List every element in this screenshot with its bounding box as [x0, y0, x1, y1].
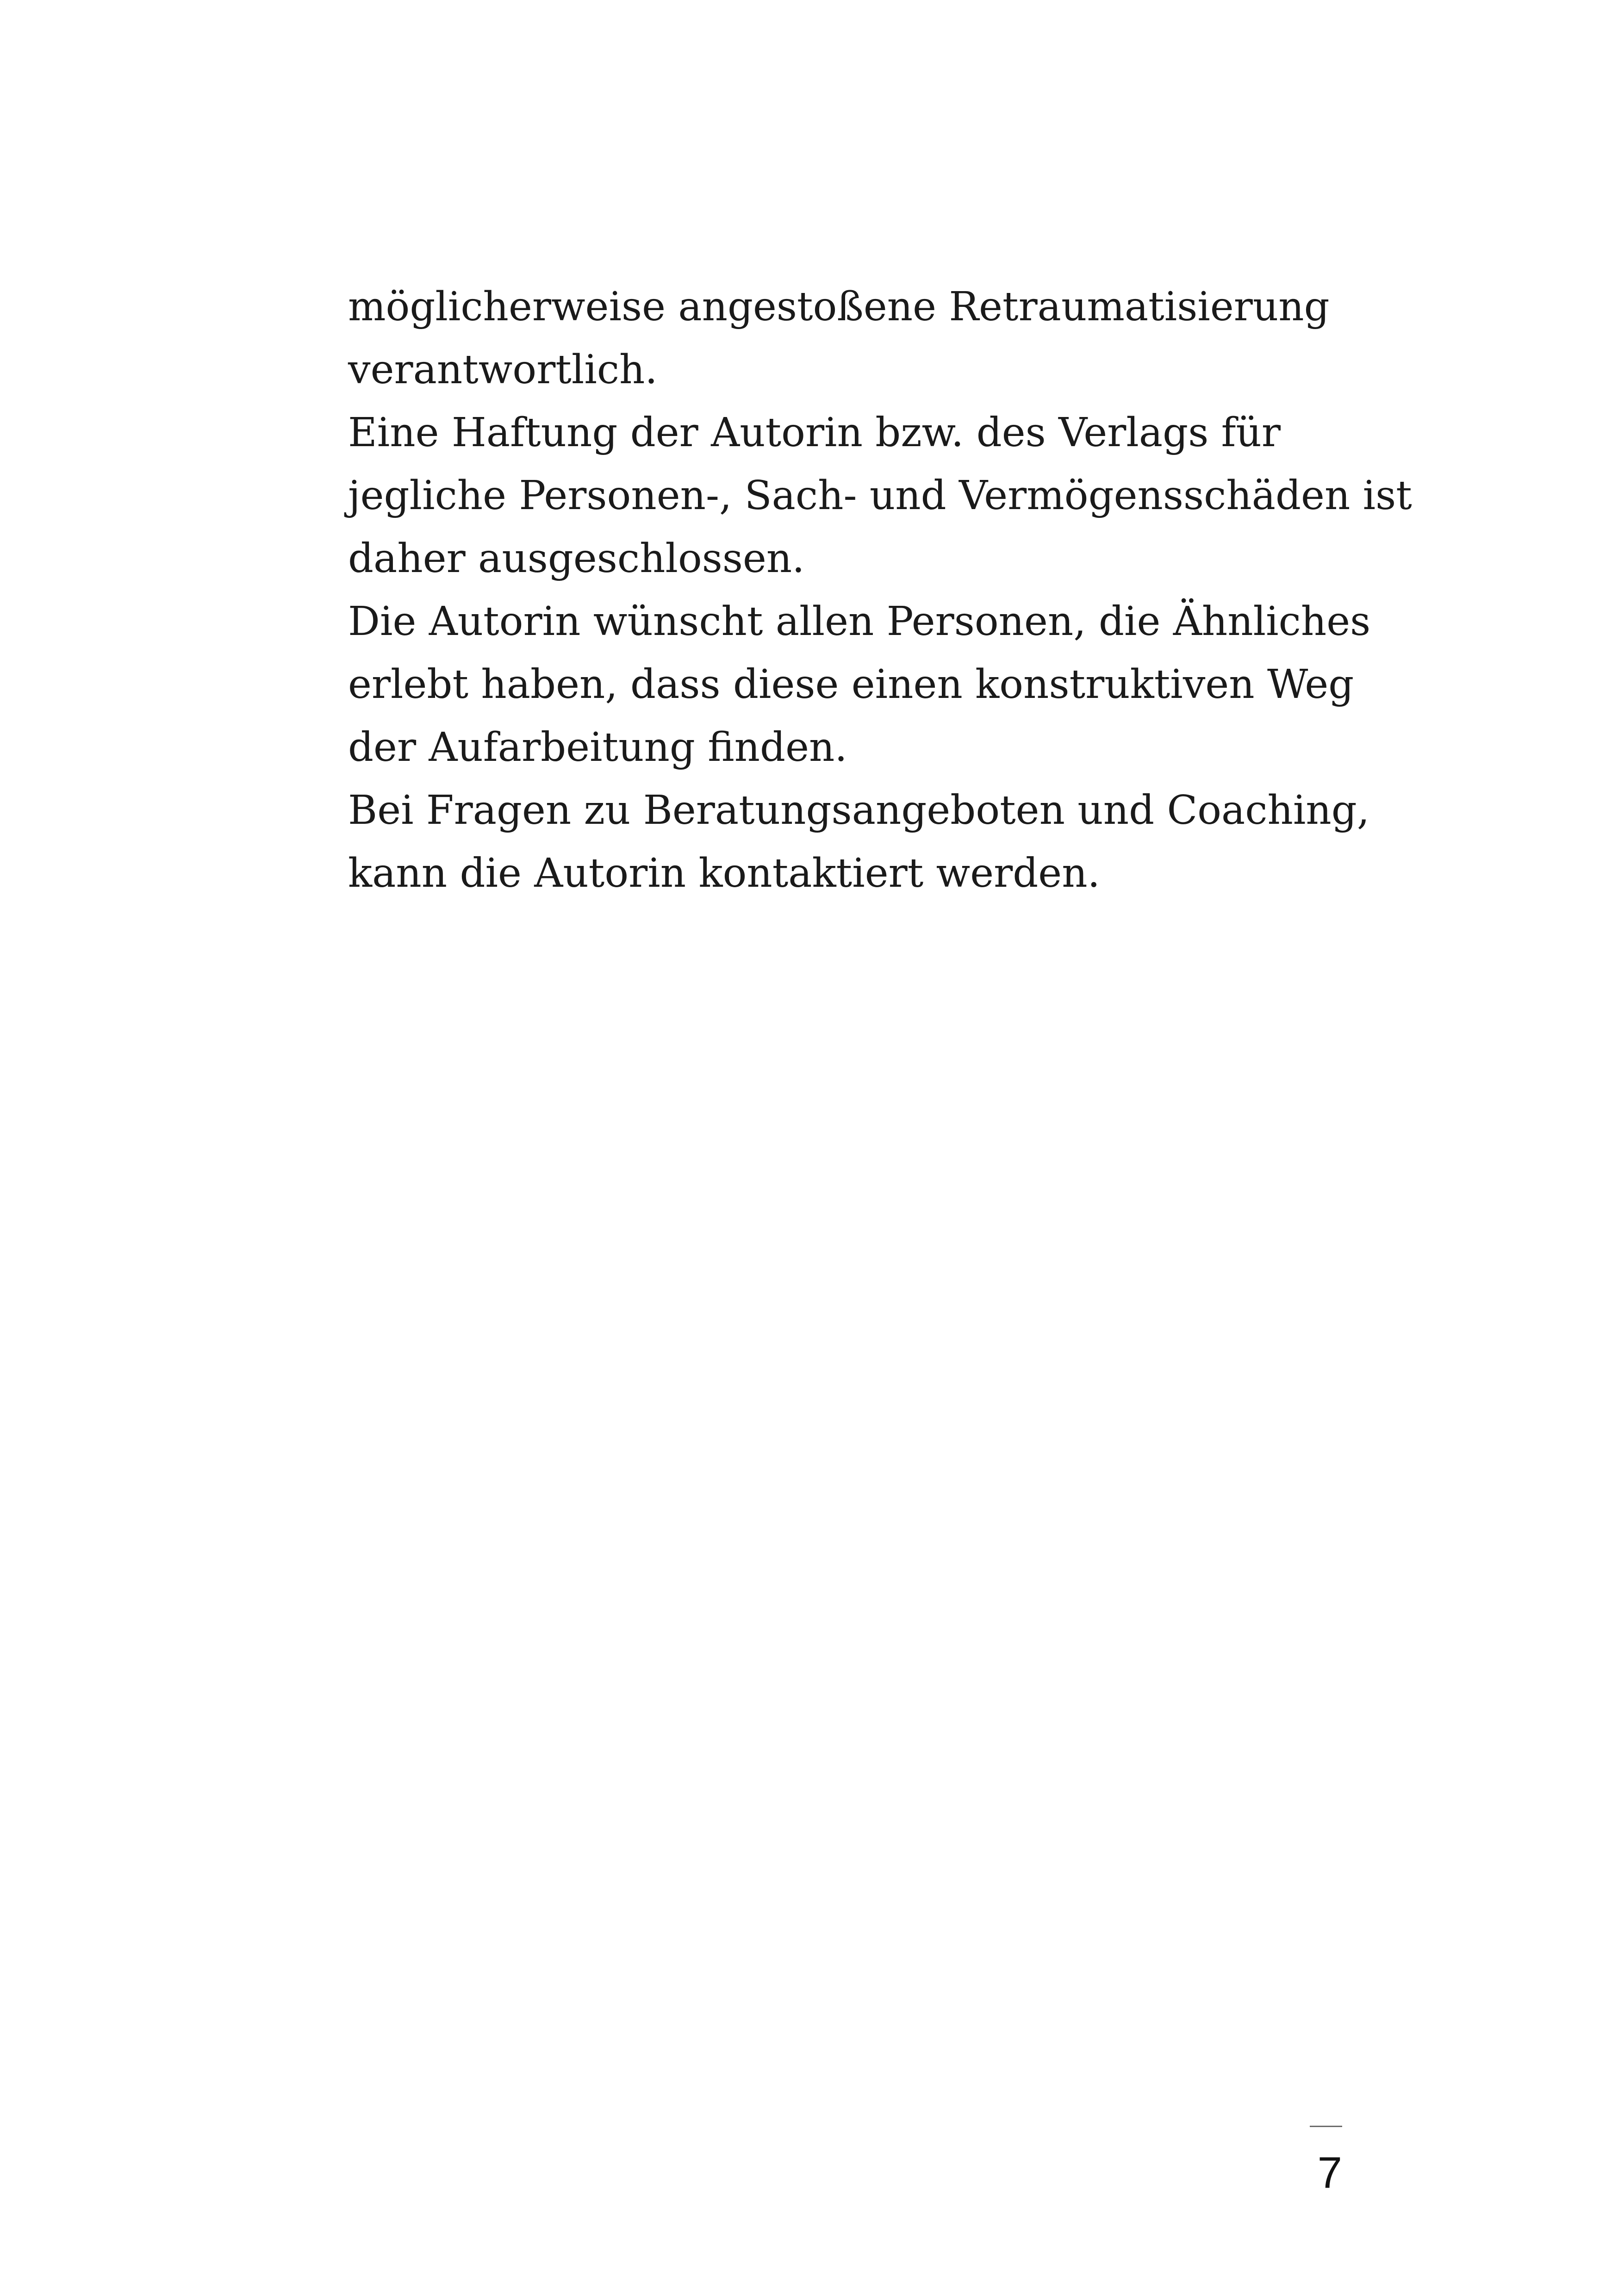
text-line: kann die Autorin kontaktiert werden. [348, 850, 1100, 896]
text-line: jegliche Personen-, Sach- und Vermögensschäden ist [348, 473, 1412, 519]
text-line: Die Autorin wünscht allen Personen, die Ähnliches [348, 598, 1371, 645]
text-line: der Aufarbeitung finden. [348, 724, 847, 771]
body-text [348, 275, 1412, 905]
text-line: Eine Haftung der Autorin bzw. des Verlags für [348, 410, 1281, 456]
text-line: erlebt haben, dass diese einen konstruktiven Weg [348, 661, 1354, 708]
page-number-rule [1310, 2126, 1342, 2127]
text-line: Bei Fragen zu Beratungsangeboten und Coaching, [348, 787, 1370, 834]
text-line: möglicherweise angestoßene Retraumatisierung [348, 284, 1330, 330]
page-number: 7 [1317, 2148, 1342, 2197]
text-line: daher ausgeschlossen. [348, 535, 805, 582]
text-line: verantwortlich. [348, 347, 658, 393]
